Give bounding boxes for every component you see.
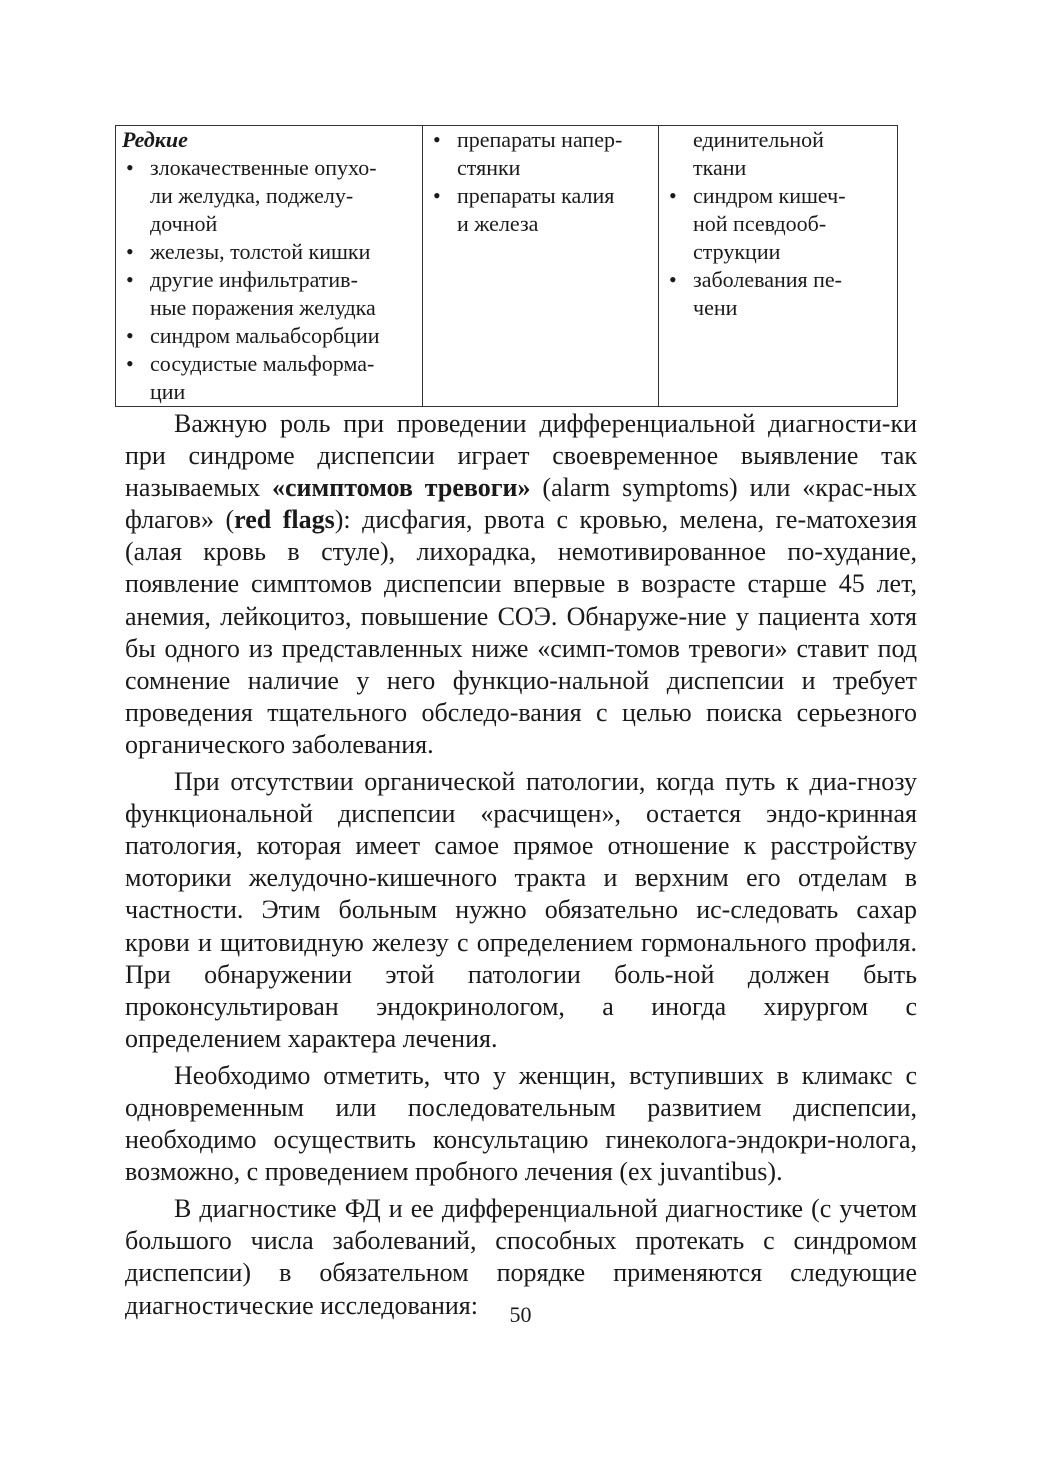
list-item: • сосудистые мальформа- ции [122,350,416,406]
table-cell-heading: Редкие [122,127,188,152]
paragraph-diagnostic-studies: В диагностике ФД и ее дифференциальной диагностике (с учетом большого числа заболеваний, способных протекать с синдромом диспепсии) в обязательном порядке применяются следующие диагностические исследования: [125,1194,917,1320]
differential-diagnosis-table [115,125,898,407]
list-item: • синдром кишеч- ной псевдооб- струкции [665,182,891,266]
list-item: • злокачественные опухо- ли желудка, поджелу- дочной [122,154,416,238]
list-item: • другие инфильтратив- ные поражения желудка [122,266,416,322]
table-cell-systemic-diseases [659,126,898,407]
list-item: • препараты напер- стянки [429,126,652,182]
list-item: • заболевания пе- чени [665,266,891,322]
page-number: 50 [509,1302,532,1327]
list-item: • синдром мальабсорбции [122,322,416,350]
term-alarm-symptoms: «симптомов тревоги» [272,473,531,503]
list-item: • железы, толстой кишки [122,238,416,266]
continuation-text: единительной ткани [693,127,824,180]
paragraph-alarm-symptoms: Важную роль при проведении дифференциальной диагности-ки при синдроме диспепсии играет своевременное выявление так называемых «симптомов тревоги» (alarm symptoms) или «крас-ных флагов» (red flags): дисфагия, рвота с кровью, мелена, ге-матохезия (алая кровь в стуле), лихорадка, немотивированное по-худание, появление симптомов диспепсии впервые в возрасте старше 45 лет, анемия, лейкоцитоз, повышение СОЭ. Обнаруже-ние у пациента хотя бы одного из представленных ниже «симп-томов тревоги» ставит под сомнение наличие у него функцио-нальной диспепсии и требует проведения тщательного обследо-вания с целью поиска серьезного органического заболевания. [125,409,918,759]
paragraph-climacteric: Необходимо отметить, что у женщин, вступивших в климакс с одновременным или последовательным развитием диспепсии, необходимо осуществить консультацию гинеколога-эндокри-нолога, возможно, с проведением пробного лечения (ex juvantibus). [125,1060,917,1187]
bullet-list [122,154,416,406]
bullet-list [429,126,652,238]
bullet-list [665,182,891,322]
body-text [125,408,917,1322]
paragraph-endocrine-pathology: При отсутствии органической патологии, когда путь к диа-гнозу функциональной диспепсии «расчищен», остается эндо-кринная патология, которая имеет самое прямое отношение к расстройству моторики желудочно-кишечного тракта и верхним его отделам в частности. Этим больным нужно обязательно ис-следовать сахар крови и щитовидную железу с определением гормонального профиля. При обнаружении этой патологии боль-ной должен быть проконсультирован эндокринологом, а иногда хирургом с определением характера лечения. [125,767,917,1053]
list-item: • препараты калия и железа [429,182,652,238]
table-cell-drugs [423,126,659,407]
table-row [116,126,898,407]
table-cell-rare-causes [116,126,423,407]
term-red-flags: red flags [234,505,335,535]
